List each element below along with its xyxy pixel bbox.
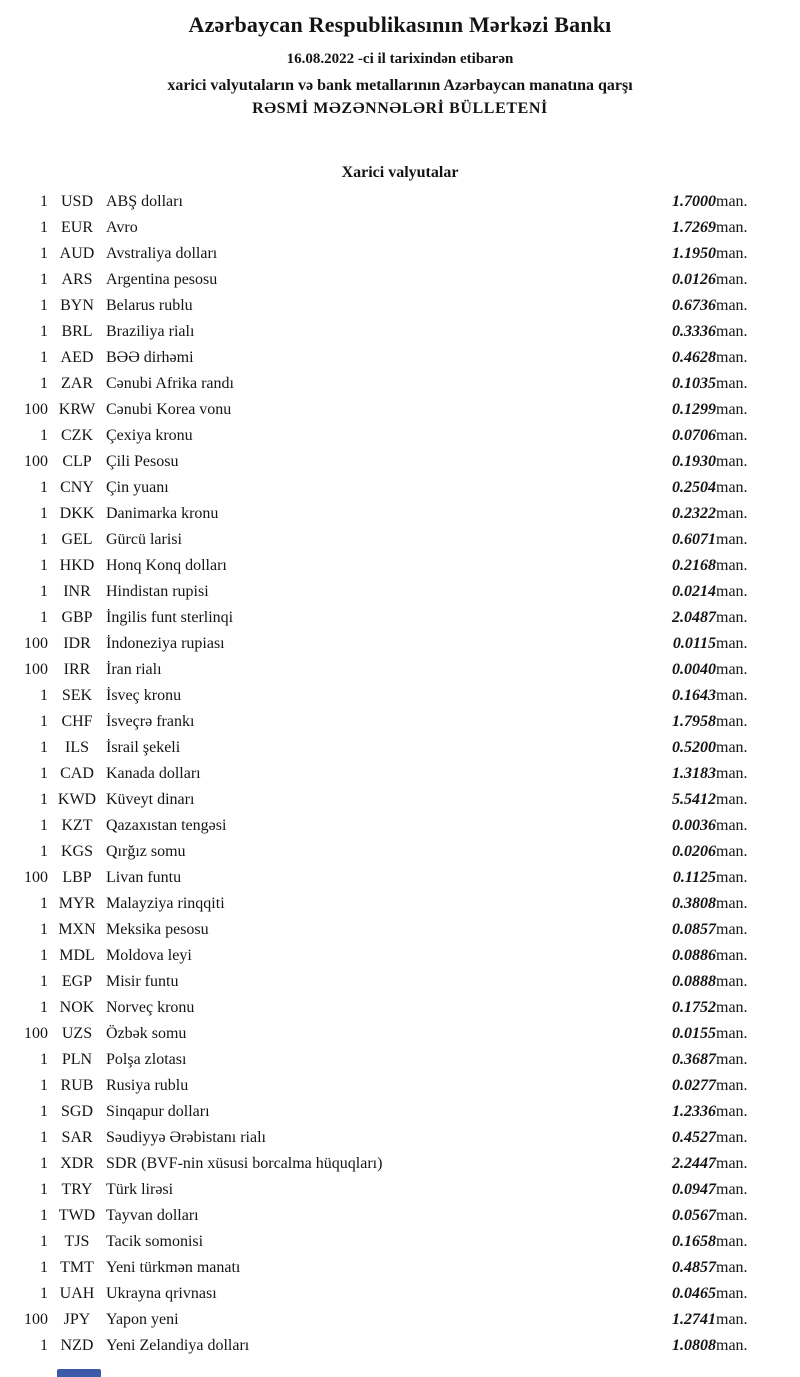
currency-code: MXN <box>58 921 96 938</box>
rate-quantity: 100 <box>24 401 48 418</box>
rate-value: 0.1930 <box>672 453 716 470</box>
rate-unit-label: man. <box>716 505 748 522</box>
currency-name: Yeni Zelandiya dolları <box>106 1337 250 1354</box>
currency-name: Avro <box>106 219 138 236</box>
rate-quantity: 1 <box>40 219 48 236</box>
currency-code: RUB <box>60 1077 94 1094</box>
rate-unit-label: man. <box>716 843 748 860</box>
rate-row <box>12 1177 774 1203</box>
rate-row <box>12 917 774 943</box>
rate-unit-label: man. <box>716 1025 748 1042</box>
rate-quantity: 1 <box>40 947 48 964</box>
currency-name: Belarus rublu <box>106 297 193 314</box>
rate-unit-label: man. <box>716 609 748 626</box>
currency-code: KRW <box>58 401 96 418</box>
currency-name: İsrail şekeli <box>106 739 181 756</box>
rate-unit-label: man. <box>716 817 748 834</box>
currency-code: BYN <box>60 297 94 314</box>
rate-unit-label: man. <box>716 1259 748 1276</box>
rate-value: 1.7000 <box>672 193 716 210</box>
rate-unit-label: man. <box>716 375 748 392</box>
currency-name: SDR (BVF-nin xüsusi borcalma hüquqları) <box>106 1155 383 1172</box>
rate-value: 0.0465 <box>672 1285 716 1302</box>
currency-code: SEK <box>61 687 93 704</box>
currency-code: AED <box>60 349 94 366</box>
rate-unit-label: man. <box>716 1207 748 1224</box>
rate-quantity: 100 <box>24 635 48 652</box>
rate-quantity: 1 <box>40 349 48 366</box>
currency-code: NOK <box>59 999 95 1016</box>
currency-name: Meksika pesosu <box>106 921 209 938</box>
currency-name: Cənubi Afrika randı <box>106 375 234 392</box>
currency-code: KZT <box>61 817 93 834</box>
bottom-blue-bar <box>57 1369 101 1377</box>
rate-value: 0.2504 <box>672 479 716 496</box>
currency-code: XDR <box>60 1155 94 1172</box>
rate-value: 0.6071 <box>672 531 716 548</box>
rate-quantity: 1 <box>40 999 48 1016</box>
currency-name: Tacik somonisi <box>106 1233 204 1250</box>
rate-value: 0.0155 <box>672 1025 716 1042</box>
rate-row <box>12 1099 774 1125</box>
currency-name: Cənubi Korea vonu <box>106 401 232 418</box>
rate-unit-label: man. <box>716 323 748 340</box>
currency-code: GEL <box>61 531 93 548</box>
currency-name: Hindistan rupisi <box>106 583 209 600</box>
currency-name: Malayziya rinqqiti <box>106 895 225 912</box>
currency-code: KGS <box>60 843 93 860</box>
rate-row <box>12 267 774 293</box>
rate-quantity: 1 <box>40 375 48 392</box>
currency-code: USD <box>60 193 93 210</box>
rate-unit-label: man. <box>716 479 748 496</box>
effective-date-line: 16.08.2022 -ci il tarixindən etibarən <box>286 51 514 67</box>
currency-name: Moldova leyi <box>106 947 192 964</box>
currency-code: IRR <box>63 661 91 678</box>
rate-quantity: 1 <box>40 297 48 314</box>
rate-value: 0.1299 <box>672 401 716 418</box>
rate-unit-label: man. <box>716 427 748 444</box>
rate-row <box>12 1229 774 1255</box>
rate-unit-label: man. <box>716 1051 748 1068</box>
rates-table-body <box>12 189 774 1359</box>
rate-quantity: 1 <box>40 1259 48 1276</box>
rate-unit-label: man. <box>716 1337 748 1354</box>
rate-value: 0.3687 <box>672 1051 716 1068</box>
rate-quantity: 1 <box>40 193 48 210</box>
rate-value: 0.1125 <box>672 869 716 886</box>
rate-value: 1.3183 <box>672 765 716 782</box>
currency-name: Avstraliya dolları <box>106 245 218 262</box>
rate-row <box>12 501 774 527</box>
rate-unit-label: man. <box>716 557 748 574</box>
rate-row <box>12 345 774 371</box>
rate-value: 0.0886 <box>672 947 716 964</box>
rate-unit-label: man. <box>716 973 748 990</box>
currency-name: Qazaxıstan tengəsi <box>106 817 227 834</box>
rate-quantity: 100 <box>24 869 48 886</box>
rate-row <box>12 215 774 241</box>
rate-row <box>12 1307 774 1333</box>
currency-code: TWD <box>58 1207 96 1224</box>
rate-row <box>12 1255 774 1281</box>
currency-name: Küveyt dinarı <box>106 791 195 808</box>
rate-quantity: 1 <box>40 843 48 860</box>
rate-quantity: 1 <box>40 1077 48 1094</box>
rate-unit-label: man. <box>716 791 748 808</box>
rate-quantity: 1 <box>40 1285 48 1302</box>
currency-code: UZS <box>61 1025 93 1042</box>
rate-value: 0.0214 <box>672 583 716 600</box>
rate-value: 0.3336 <box>672 323 716 340</box>
currency-name: Sinqapur dolları <box>106 1103 210 1120</box>
currency-name: İndoneziya rupiası <box>106 635 225 652</box>
rate-row <box>12 1151 774 1177</box>
rate-quantity: 1 <box>40 1129 48 1146</box>
rate-unit-label: man. <box>716 1285 748 1302</box>
rate-unit-label: man. <box>716 661 748 678</box>
bulletin-title-line: RƏSMİ MƏZƏNNƏLƏRİ BÜLLETENİ <box>252 100 548 117</box>
currency-code: ILS <box>65 739 89 756</box>
rate-value: 0.1643 <box>672 687 716 704</box>
rate-unit-label: man. <box>716 947 748 964</box>
subtitle-line: xarici valyutaların və bank metallarının Azərbaycan manatına qarşı <box>167 77 633 94</box>
currency-name: Çexiya kronu <box>106 427 193 444</box>
currency-name: Gürcü larisi <box>106 531 182 548</box>
rate-value: 0.1035 <box>672 375 716 392</box>
rate-row <box>12 605 774 631</box>
rate-quantity: 1 <box>40 427 48 444</box>
rate-row <box>12 449 774 475</box>
currency-name: Argentina pesosu <box>106 271 218 288</box>
rate-row <box>12 371 774 397</box>
rate-value: 0.0947 <box>672 1181 716 1198</box>
rate-value: 1.7958 <box>672 713 716 730</box>
currency-code: GBP <box>61 609 93 626</box>
rate-value: 0.5200 <box>672 739 716 756</box>
currency-name: Misir funtu <box>106 973 179 990</box>
rate-value: 0.4527 <box>672 1129 716 1146</box>
rate-value: 1.0808 <box>672 1337 716 1354</box>
rate-row <box>12 293 774 319</box>
currency-code: IDR <box>63 635 91 652</box>
rate-quantity: 1 <box>40 271 48 288</box>
currency-code: TRY <box>61 1181 93 1198</box>
currency-code: PLN <box>61 1051 93 1068</box>
rate-quantity: 100 <box>24 1311 48 1328</box>
rate-row <box>12 969 774 995</box>
rate-quantity: 1 <box>40 1181 48 1198</box>
rate-value: 1.7269 <box>672 219 716 236</box>
rate-quantity: 1 <box>40 1155 48 1172</box>
currency-code: NZD <box>60 1337 94 1354</box>
currency-code: ZAR <box>61 375 93 392</box>
rate-value: 0.6736 <box>672 297 716 314</box>
rate-value: 0.1752 <box>672 999 716 1016</box>
currency-code: SGD <box>60 1103 93 1120</box>
rate-row <box>12 319 774 345</box>
rate-quantity: 1 <box>40 1103 48 1120</box>
rate-row <box>12 891 774 917</box>
rate-unit-label: man. <box>716 1311 748 1328</box>
rate-row <box>12 189 774 215</box>
currency-code: ARS <box>61 271 93 288</box>
currency-code: MYR <box>58 895 96 912</box>
currency-code: BRL <box>61 323 93 340</box>
currency-code: CLP <box>62 453 92 470</box>
currency-name: Özbək somu <box>106 1025 187 1042</box>
rate-unit-label: man. <box>716 219 748 236</box>
currency-code: SAR <box>61 1129 93 1146</box>
rate-unit-label: man. <box>716 271 748 288</box>
currency-name: Yapon yeni <box>106 1311 179 1328</box>
rate-quantity: 1 <box>40 1051 48 1068</box>
rate-row <box>12 839 774 865</box>
currency-code: JPY <box>63 1311 91 1328</box>
rate-row <box>12 761 774 787</box>
rate-row <box>12 527 774 553</box>
rate-value: 0.0567 <box>672 1207 716 1224</box>
currency-name: Danimarka kronu <box>106 505 219 522</box>
rate-row <box>12 241 774 267</box>
rate-value: 2.2447 <box>672 1155 716 1172</box>
rate-quantity: 1 <box>40 505 48 522</box>
rate-unit-label: man. <box>716 349 748 366</box>
rates-table <box>12 189 774 1359</box>
currency-name: Türk lirəsi <box>106 1181 174 1198</box>
rate-row <box>12 1203 774 1229</box>
currency-code: UAH <box>59 1285 95 1302</box>
rate-unit-label: man. <box>716 765 748 782</box>
rate-value: 5.5412 <box>672 791 716 808</box>
rate-value: 0.2322 <box>672 505 716 522</box>
currency-code: HKD <box>59 557 95 574</box>
rate-unit-label: man. <box>716 999 748 1016</box>
rate-row <box>12 995 774 1021</box>
currency-code: TJS <box>64 1233 90 1250</box>
rate-quantity: 1 <box>40 739 48 756</box>
rate-value: 0.0206 <box>672 843 716 860</box>
currency-name: İsveçrə frankı <box>106 713 195 730</box>
rate-unit-label: man. <box>716 1103 748 1120</box>
currency-code: AUD <box>59 245 95 262</box>
rate-unit-label: man. <box>716 869 748 886</box>
currency-name: Braziliya rialı <box>106 323 195 340</box>
currency-name: İsveç kronu <box>106 687 182 704</box>
currency-name: İran rialı <box>106 661 162 678</box>
rate-row <box>12 735 774 761</box>
currency-name: BƏƏ dirhəmi <box>106 349 194 366</box>
currency-code: CHF <box>61 713 93 730</box>
currency-name: İngilis funt sterlinqi <box>106 609 234 626</box>
rate-value: 0.0115 <box>672 635 716 652</box>
rate-quantity: 1 <box>40 895 48 912</box>
rate-unit-label: man. <box>716 1181 748 1198</box>
currency-code: EGP <box>61 973 93 990</box>
rate-value: 1.2741 <box>672 1311 716 1328</box>
rate-unit-label: man. <box>716 401 748 418</box>
rate-quantity: 1 <box>40 817 48 834</box>
currency-code: TMT <box>60 1259 94 1276</box>
rate-row <box>12 865 774 891</box>
currency-code: LBP <box>62 869 92 886</box>
rate-row <box>12 1125 774 1151</box>
rate-value: 0.0036 <box>672 817 716 834</box>
currency-name: Çili Pesosu <box>106 453 179 470</box>
currency-name: Kanada dolları <box>106 765 201 782</box>
rate-row <box>12 683 774 709</box>
rate-quantity: 1 <box>40 245 48 262</box>
rate-unit-label: man. <box>716 1129 748 1146</box>
rate-row <box>12 787 774 813</box>
rate-unit-label: man. <box>716 245 748 262</box>
section-title: Xarici valyutalar <box>341 164 459 181</box>
currency-name: Livan funtu <box>106 869 182 886</box>
rate-value: 0.0040 <box>672 661 716 678</box>
rate-row <box>12 1333 774 1359</box>
rate-unit-label: man. <box>716 687 748 704</box>
currency-code: KWD <box>57 791 97 808</box>
rate-quantity: 1 <box>40 1233 48 1250</box>
rate-unit-label: man. <box>716 921 748 938</box>
currency-code: INR <box>63 583 91 600</box>
rate-unit-label: man. <box>716 453 748 470</box>
rate-row <box>12 553 774 579</box>
currency-name: Tayvan dolları <box>106 1207 199 1224</box>
rate-value: 0.4857 <box>672 1259 716 1276</box>
rate-row <box>12 943 774 969</box>
rate-value: 0.0888 <box>672 973 716 990</box>
rate-quantity: 100 <box>24 661 48 678</box>
rate-unit-label: man. <box>716 1233 748 1250</box>
currency-name: Yeni türkmən manatı <box>106 1259 241 1276</box>
rate-row <box>12 423 774 449</box>
rate-quantity: 1 <box>40 531 48 548</box>
rate-unit-label: man. <box>716 739 748 756</box>
rate-quantity: 1 <box>40 557 48 574</box>
rate-quantity: 1 <box>40 1207 48 1224</box>
currency-code: CZK <box>61 427 93 444</box>
rate-quantity: 1 <box>40 687 48 704</box>
rate-unit-label: man. <box>716 583 748 600</box>
rate-quantity: 1 <box>40 921 48 938</box>
rate-quantity: 1 <box>40 973 48 990</box>
currency-name: Polşa zlotası <box>106 1051 187 1068</box>
page-title: Azərbaycan Respublikasının Mərkəzi Bankı <box>188 12 612 37</box>
rate-unit-label: man. <box>716 635 748 652</box>
rate-value: 0.2168 <box>672 557 716 574</box>
currency-code: EUR <box>61 219 93 236</box>
currency-code: CAD <box>60 765 94 782</box>
rate-quantity: 1 <box>40 479 48 496</box>
rate-unit-label: man. <box>716 531 748 548</box>
rate-value: 0.1658 <box>672 1233 716 1250</box>
rate-quantity: 1 <box>40 713 48 730</box>
currency-code: DKK <box>59 505 95 522</box>
rate-row <box>12 657 774 683</box>
rate-row <box>12 813 774 839</box>
rate-quantity: 1 <box>40 609 48 626</box>
rate-row <box>12 1281 774 1307</box>
rate-row <box>12 579 774 605</box>
currency-name: ABŞ dolları <box>106 193 183 210</box>
rate-value: 1.1950 <box>672 245 716 262</box>
rate-value: 2.0487 <box>672 609 716 626</box>
rate-row <box>12 709 774 735</box>
rate-unit-label: man. <box>716 297 748 314</box>
rate-unit-label: man. <box>716 895 748 912</box>
rate-value: 0.0857 <box>672 921 716 938</box>
rate-unit-label: man. <box>716 1155 748 1172</box>
rate-value: 1.2336 <box>672 1103 716 1120</box>
rate-unit-label: man. <box>716 193 748 210</box>
rate-row <box>12 475 774 501</box>
rate-quantity: 100 <box>24 1025 48 1042</box>
rate-quantity: 1 <box>40 1337 48 1354</box>
rate-quantity: 1 <box>40 791 48 808</box>
currency-name: Qırğız somu <box>106 843 186 860</box>
rate-value: 0.3808 <box>672 895 716 912</box>
currency-code: CNY <box>60 479 94 496</box>
currency-name: Honq Konq dolları <box>106 557 227 574</box>
currency-name: Rusiya rublu <box>106 1077 189 1094</box>
rate-quantity: 100 <box>24 453 48 470</box>
rate-quantity: 1 <box>40 323 48 340</box>
rate-quantity: 1 <box>40 765 48 782</box>
currency-name: Ukrayna qrivnası <box>106 1285 217 1302</box>
rate-value: 0.0126 <box>672 271 716 288</box>
rate-value: 0.0706 <box>672 427 716 444</box>
currency-name: Norveç kronu <box>106 999 195 1016</box>
rate-row <box>12 1073 774 1099</box>
bulletin-header <box>0 0 800 118</box>
rate-row <box>12 1021 774 1047</box>
rate-row <box>12 631 774 657</box>
rate-quantity: 1 <box>40 583 48 600</box>
rate-value: 0.4628 <box>672 349 716 366</box>
rate-row <box>12 1047 774 1073</box>
rate-unit-label: man. <box>716 1077 748 1094</box>
rate-row <box>12 397 774 423</box>
rate-unit-label: man. <box>716 713 748 730</box>
rate-value: 0.0277 <box>672 1077 716 1094</box>
currency-name: Səudiyyə Ərəbistanı rialı <box>106 1129 266 1146</box>
currency-name: Çin yuanı <box>106 479 169 496</box>
currency-code: MDL <box>59 947 95 964</box>
